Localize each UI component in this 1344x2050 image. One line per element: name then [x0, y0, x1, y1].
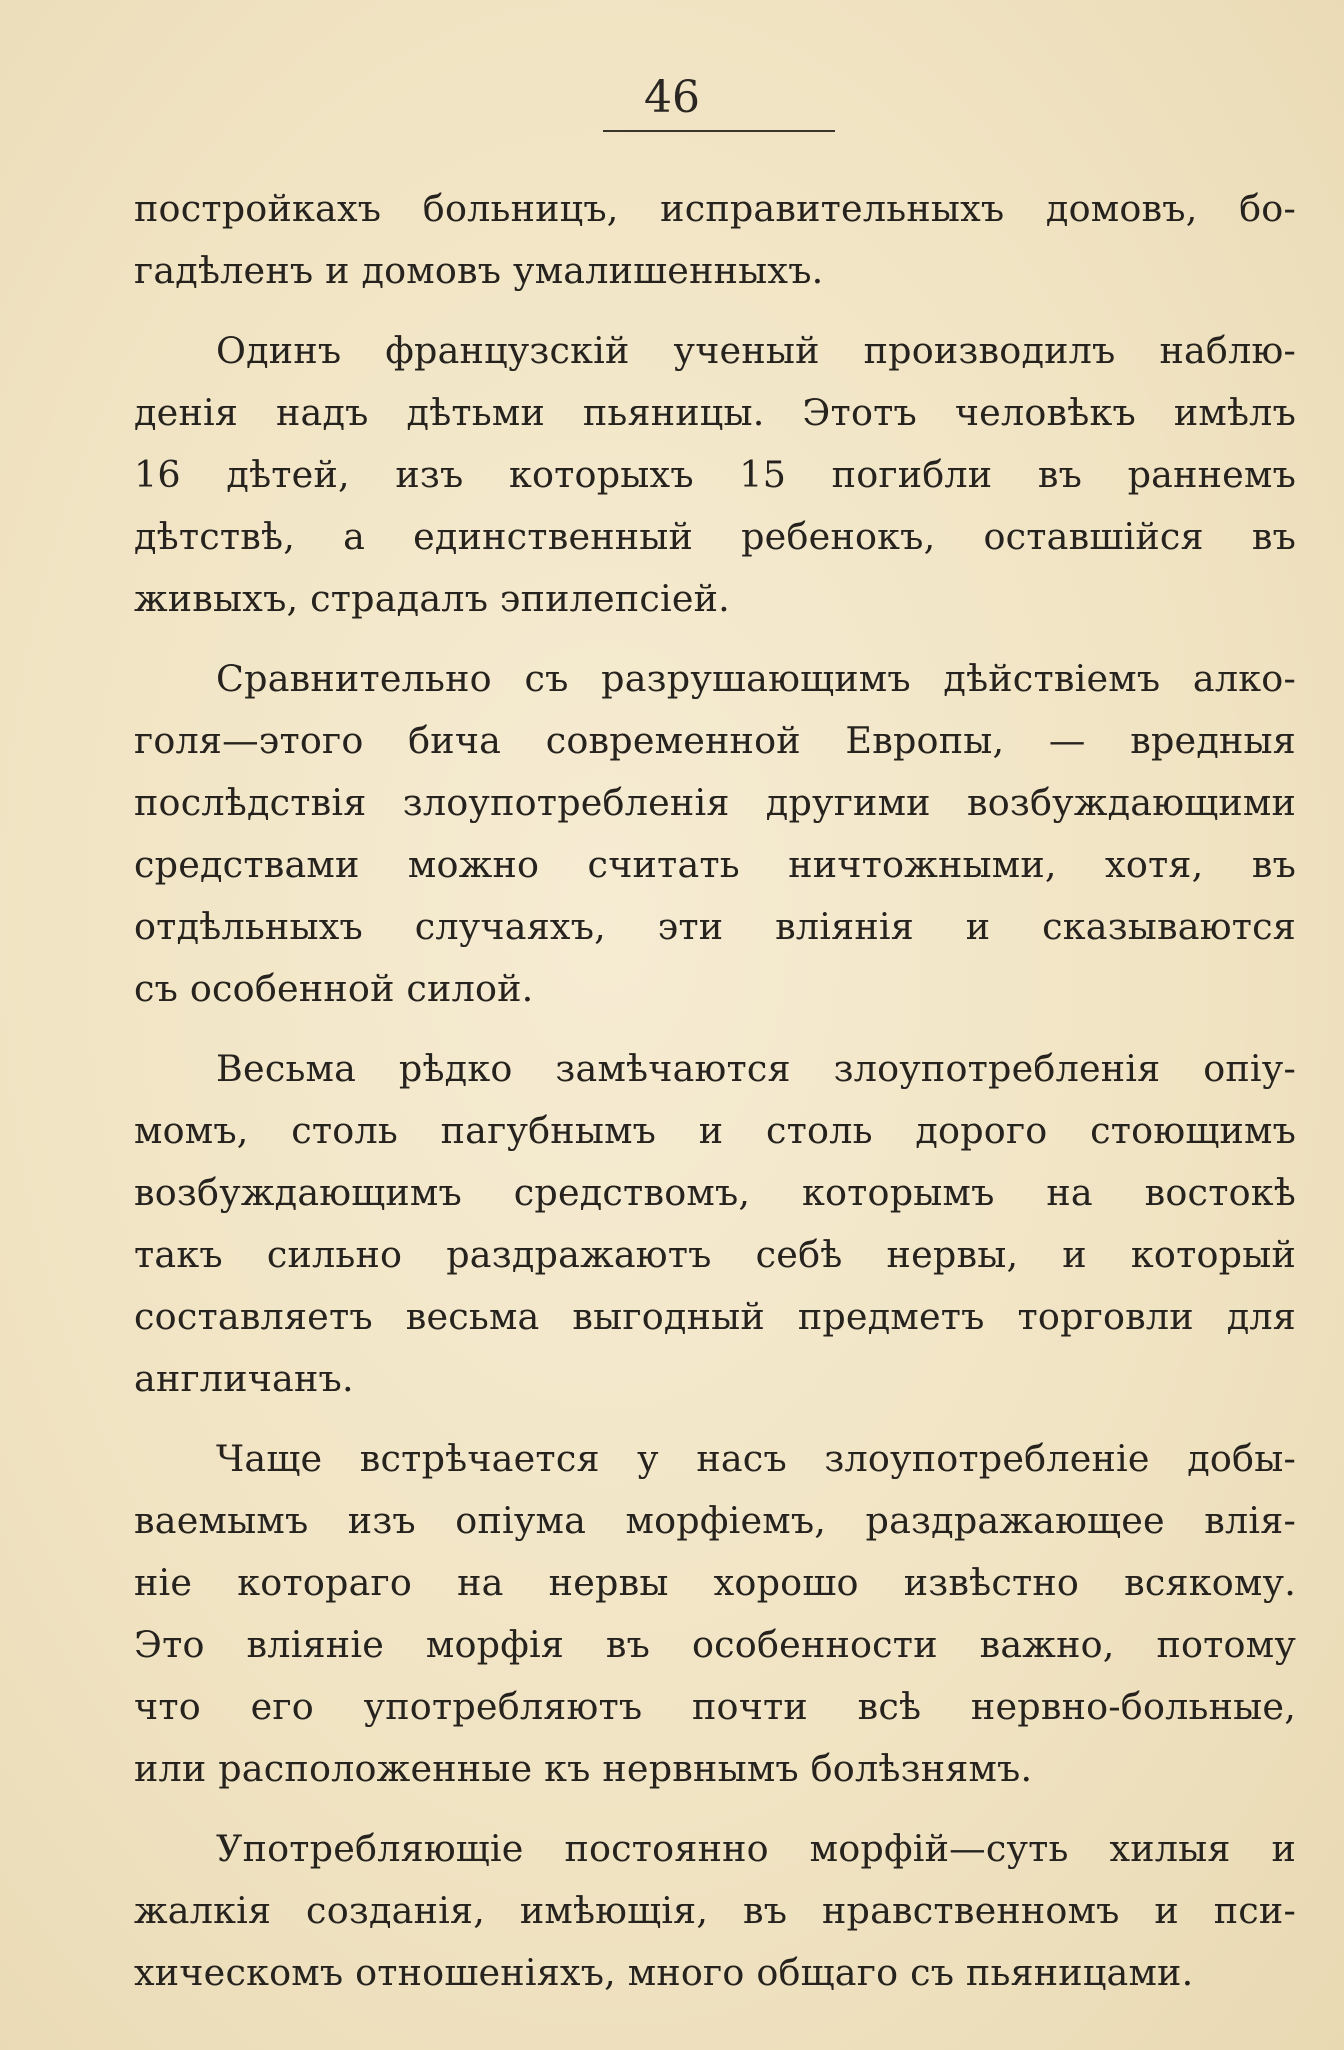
header-rule [603, 130, 835, 132]
text-line: съ особенной силой. [134, 967, 534, 1010]
text-line: Употребляющіе постоянно морфій—суть хилыя и [216, 1827, 1296, 1870]
paragraph [134, 1038, 1296, 1410]
paragraph [134, 648, 1296, 1020]
text-line: ваемымъ изъ опіума морфіемъ, раздражающее влія- [134, 1499, 1296, 1542]
text-line: что его употребляютъ почти всѣ нервно-больные, [134, 1685, 1296, 1728]
paragraph [134, 320, 1296, 630]
text-line: Чаще встрѣчается у насъ злоупотребленіе добы- [216, 1437, 1296, 1480]
text-line: средствами можно считать ничтожными, хотя, въ [134, 843, 1296, 886]
text-line: Одинъ французскій ученый производилъ наблю- [216, 329, 1296, 372]
body-text [134, 178, 1296, 2022]
text-line: англичанъ. [134, 1357, 354, 1400]
text-line: голя—этого бича современной Европы, — вредныя [134, 719, 1296, 762]
text-line: послѣдствія злоупотребленія другими возбуждающими [134, 781, 1296, 824]
text-line: такъ сильно раздражаютъ себѣ нервы, и который [134, 1233, 1296, 1276]
text-line: Это вліяніе морфія въ особенности важно, потому [134, 1623, 1296, 1666]
text-line: Сравнительно съ разрушающимъ дѣйствіемъ алко- [216, 657, 1296, 700]
text-line: отдѣльныхъ случаяхъ, эти вліянія и сказываются [134, 905, 1296, 948]
page-number: 46 [644, 72, 700, 123]
text-line: ніе котораго на нервы хорошо извѣстно всякому. [134, 1561, 1296, 1604]
text-line: момъ, столь пагубнымъ и столь дорого стоющимъ [134, 1109, 1296, 1152]
text-line: дѣтствѣ, а единственный ребенокъ, оставшійся въ [134, 515, 1296, 558]
paragraph [134, 1428, 1296, 1800]
text-line: возбуждающимъ средствомъ, которымъ на востокѣ [134, 1171, 1296, 1214]
text-line: составляетъ весьма выгодный предметъ торговли для [134, 1295, 1296, 1338]
text-line: гадѣленъ и домовъ умалишенныхъ. [134, 249, 824, 292]
text-line: жалкія созданія, имѣющія, въ нравственномъ и пси- [134, 1889, 1296, 1932]
paragraph [134, 178, 1296, 302]
text-line: живыхъ, страдалъ эпилепсіей. [134, 577, 730, 620]
text-line: 16 дѣтей, изъ которыхъ 15 погибли въ раннемъ [134, 453, 1296, 496]
text-line: хическомъ отношеніяхъ, много общаго съ пьяницами. [134, 1951, 1194, 1994]
text-line: постройкахъ больницъ, исправительныхъ домовъ, бо- [134, 187, 1296, 230]
text-line: Весьма рѣдко замѣчаются злоупотребленія опіу- [216, 1047, 1296, 1090]
paragraph [134, 1818, 1296, 2004]
text-line: денія надъ дѣтьми пьяницы. Этотъ человѣкъ имѣлъ [134, 391, 1296, 434]
text-line: или расположенные къ нервнымъ болѣзнямъ. [134, 1747, 1033, 1790]
